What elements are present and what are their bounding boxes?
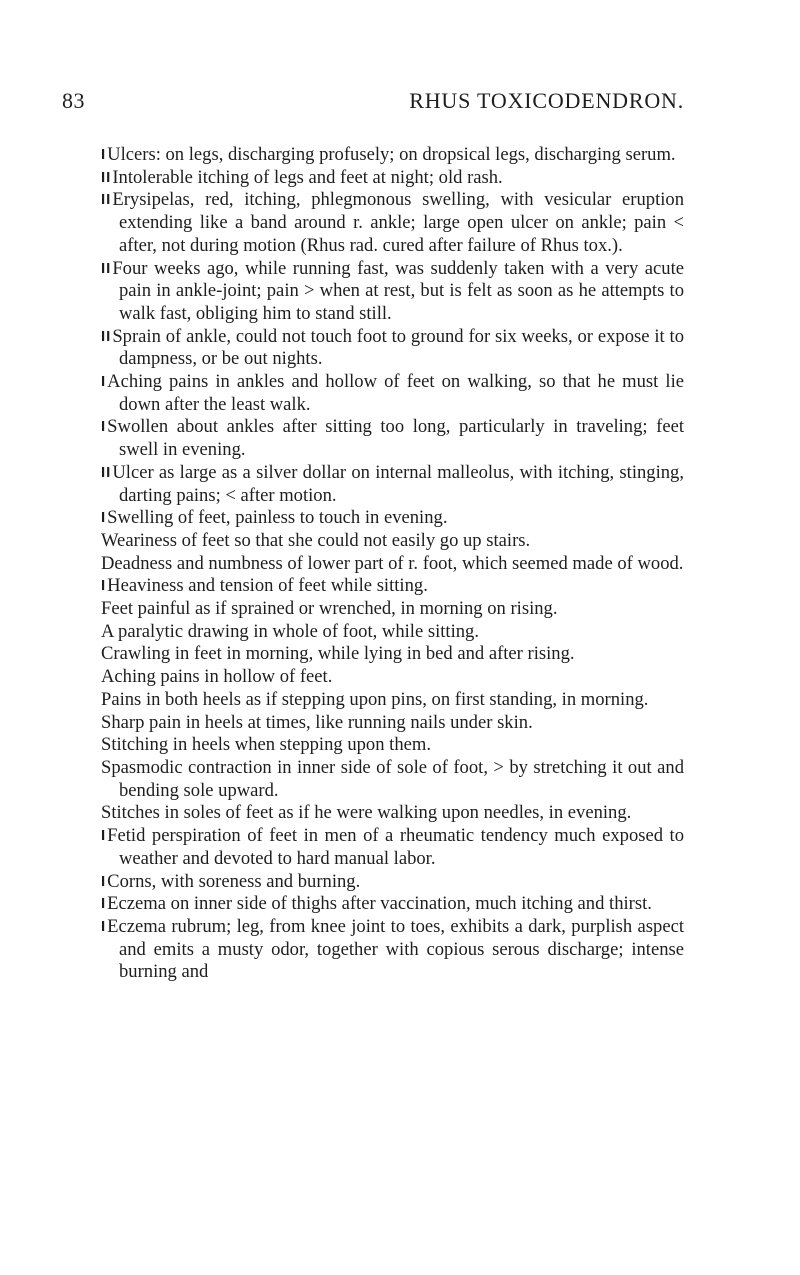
entry-text: Stitching in heels when stepping upon them.: [101, 734, 432, 756]
symptom-entry: [101, 712, 684, 735]
entry-text: Aching pains in hollow of feet.: [101, 666, 333, 688]
entry-text: Pains in both heels as if stepping upon pins, on first standing, in morning.: [101, 688, 649, 710]
grade-mark: I: [101, 418, 107, 436]
entry-text: Aching pains in ankles and hollow of feet on walking, so that he must lie down after the least walk.: [107, 371, 684, 415]
symptom-entry: [101, 258, 684, 326]
symptom-entry: [101, 871, 684, 894]
entry-text: Ulcer as large as a silver dollar on internal malleolus, with itching, stinging, darting pains; < after motion.: [112, 461, 684, 506]
symptom-entry: [101, 530, 684, 553]
symptom-entry: [101, 575, 684, 598]
entry-text: Eczema on inner side of thighs after vaccination, much itching and thirst.: [107, 893, 652, 915]
entry-text: Four weeks ago, while running fast, was suddenly taken with a very acute pain in ankle-joint; pain > when at rest, but is felt as soon as he attempts to walk fast, obliging him to stand still.: [112, 257, 684, 324]
entry-text: Intolerable itching of legs and feet at night; old rash.: [112, 166, 503, 188]
page-number: 83: [62, 88, 85, 113]
symptom-list: [101, 144, 684, 984]
symptom-entry: [101, 734, 684, 757]
entry-text: Swollen about ankles after sitting too long, particularly in traveling; feet swell in evening.: [107, 416, 684, 461]
symptom-entry: [101, 689, 684, 712]
symptom-entry: [101, 371, 684, 416]
symptom-entry: [101, 553, 684, 576]
grade-mark: I: [101, 895, 107, 913]
grade-mark: II: [101, 463, 112, 481]
symptom-entry: [101, 416, 684, 461]
grade-mark: I: [101, 577, 107, 595]
entry-text: Ulcers: on legs, discharging profusely; on dropsical legs, discharging serum.: [107, 144, 676, 165]
entry-text: Spasmodic contraction in inner side of sole of foot, > by stretching it out and bending sole upward.: [101, 756, 684, 801]
symptom-entry: [101, 189, 684, 257]
grade-mark: I: [101, 917, 107, 935]
grade-mark: I: [101, 827, 107, 845]
entry-text: Heaviness and tension of feet while sitting.: [107, 575, 428, 597]
grade-mark: II: [101, 259, 112, 277]
entry-text: Stitches in soles of feet as if he were walking upon needles, in evening.: [101, 802, 632, 824]
symptom-entry: [101, 757, 684, 802]
entry-text: Deadness and numbness of lower part of r. foot, which seemed made of wood.: [101, 552, 684, 574]
symptom-entry: [101, 643, 684, 666]
symptom-entry: [101, 802, 684, 825]
running-title: RHUS TOXICODENDRON.: [409, 88, 684, 113]
page-header: [62, 88, 684, 118]
symptom-entry: [101, 507, 684, 530]
entry-text: Weariness of feet so that she could not easily go up stairs.: [101, 529, 531, 551]
symptom-entry: [101, 825, 684, 870]
entry-text: Corns, with soreness and burning.: [107, 870, 361, 892]
entry-text: Sharp pain in heels at times, like running nails under skin.: [101, 711, 533, 733]
grade-mark: II: [101, 168, 112, 186]
symptom-entry: [101, 462, 684, 507]
entry-text: A paralytic drawing in whole of foot, while sitting.: [101, 620, 480, 642]
symptom-entry: [101, 598, 684, 621]
entry-text: Swelling of feet, painless to touch in evening.: [107, 507, 448, 529]
entry-text: Eczema rubrum; leg, from knee joint to toes, exhibits a dark, purplish aspect and emits a musty odor, together with copious serous discharge; intense burning and: [107, 915, 684, 983]
entry-text: Erysipelas, red, itching, phlegmonous swelling, with vesicular eruption extending like a band around r. ankle; large open ulcer on ankle; pain < after, not during motion (Rhus rad. cured after failure of Rhus tox.).: [112, 189, 684, 256]
symptom-entry: [101, 326, 684, 371]
symptom-entry: [101, 916, 684, 984]
grade-mark: I: [101, 509, 107, 527]
entry-text: Fetid perspiration of feet in men of a rheumatic tendency much exposed to weather and devoted to hard manual labor.: [107, 825, 684, 869]
grade-mark: I: [101, 373, 107, 391]
symptom-entry: [101, 144, 684, 167]
entry-text: Sprain of ankle, could not touch foot to ground for six weeks, or expose it to dampness, or be out nights.: [112, 325, 684, 370]
entry-text: Crawling in feet in morning, while lying in bed and after rising.: [101, 643, 575, 665]
grade-mark: II: [101, 191, 112, 209]
entry-text: Feet painful as if sprained or wrenched, in morning on rising.: [101, 598, 558, 620]
symptom-entry: [101, 893, 684, 916]
symptom-entry: [101, 167, 684, 190]
symptom-entry: [101, 621, 684, 644]
grade-mark: I: [101, 146, 107, 163]
grade-mark: II: [101, 327, 112, 345]
grade-mark: I: [101, 872, 107, 890]
symptom-entry: [101, 666, 684, 689]
